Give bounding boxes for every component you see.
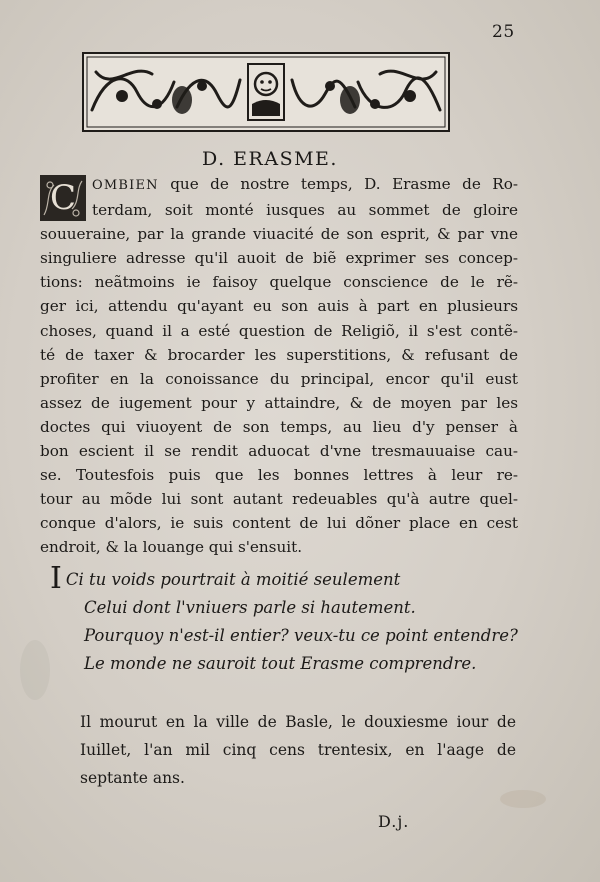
text-line: Il mourut en la ville de Basle, le douxiesme iour de xyxy=(80,713,516,731)
paper-stain xyxy=(20,640,50,700)
text-line: tions: neãtmoins ie faisoy quelque conscience de le rẽ- xyxy=(40,273,518,292)
biography-paragraph xyxy=(40,172,518,560)
text-line: assez de iugement pour y attaindre, & de moyen par les xyxy=(40,393,518,412)
text-line: terdam, soit monté iusques au sommet de gloire xyxy=(92,201,518,220)
text-line: se. Toutesfois puis que les bonnes lettres à leur re- xyxy=(40,466,518,485)
signature-mark: D.j. xyxy=(378,812,410,831)
text-line: ger ici, attendu qu'ayant eu son auis à part en plusieurs xyxy=(40,297,518,316)
poem-line: Pourquoy n'est-il entier? veux-tu ce point entendre? xyxy=(84,626,518,645)
text-line: choses, quand il a esté question de Religiõ, il s'est contẽ- xyxy=(40,321,518,340)
text-line: conque d'alors, ie suis content de lui dõner place en cest xyxy=(40,514,518,533)
text-line: profiter en la conoissance du principal, encor qu'il eust xyxy=(40,369,518,388)
page-title: D. ERASME. xyxy=(202,148,338,170)
text-line: Iuillet, l'an mil cinq cens trentesix, en l'aage de xyxy=(80,741,516,759)
text-line: OMBIEN que de nostre temps, D. Erasme de Ro- xyxy=(92,175,518,193)
first-word: OMBIEN xyxy=(92,178,159,193)
text-line: souueraine, par la grande viuacité de son esprit, & par vne xyxy=(40,225,518,244)
text-line: doctes qui viuoyent de son temps, au lieu d'y penser à xyxy=(40,417,518,436)
decorative-headpiece-icon xyxy=(82,52,450,132)
poem-initial: I xyxy=(50,561,62,596)
death-note xyxy=(80,708,516,792)
poem-line: Celui dont l'vniuers parle si hautement. xyxy=(84,598,416,617)
poem-line: Le monde ne sauroit tout Erasme comprendre. xyxy=(84,654,477,673)
epitaph-poem xyxy=(50,561,518,678)
paper-stain xyxy=(500,790,546,808)
initial-letter: C xyxy=(49,178,77,218)
poem-line: I Ci tu voids pourtrait à moitié seulement xyxy=(50,561,401,596)
text-line: septante ans. xyxy=(80,769,185,787)
text-line: singuliere adresse qu'il auoit de biẽ exprimer ses concep- xyxy=(40,249,518,268)
text-line: bon escient il se rendit aduocat d'vne tresmauuaise cau- xyxy=(40,442,518,461)
text-line: endroit, & la louange qui s'ensuit. xyxy=(40,538,303,557)
text-line: té de taxer & brocarder les superstitions, & refusant de xyxy=(40,345,518,364)
text-line: tour au mõde lui sont autant redeuables qu'à autre quel- xyxy=(40,490,518,509)
page-number: 25 xyxy=(492,22,515,42)
